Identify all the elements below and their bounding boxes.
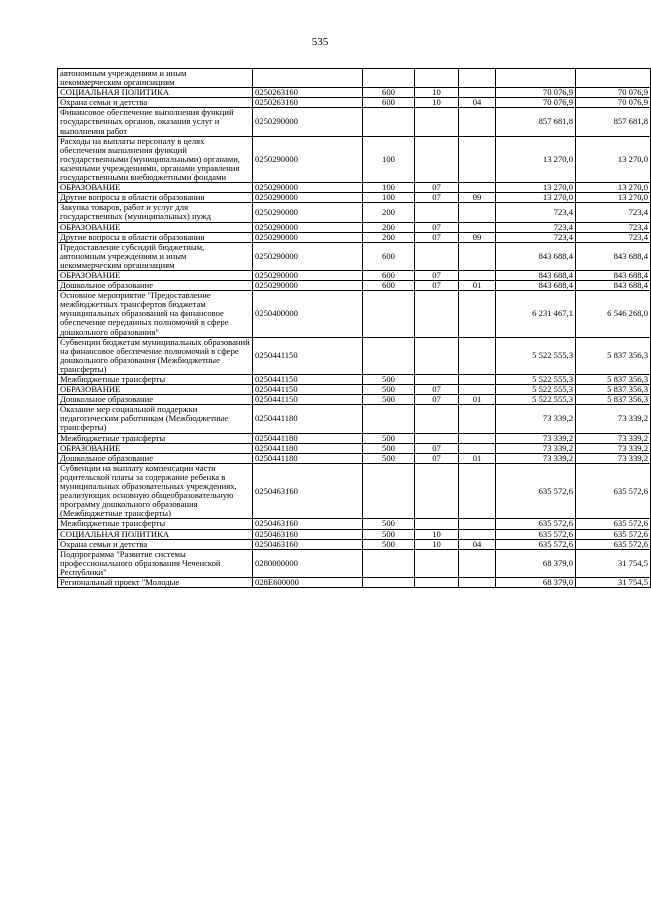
- table-row: [58, 69, 651, 88]
- sum-year2-cell: 5 837 356,3: [576, 375, 651, 385]
- sum-year2-cell: 723,4: [576, 203, 651, 222]
- table-row: [58, 183, 651, 193]
- expense-type-cell: 100: [363, 193, 415, 203]
- subsection-cell: [459, 405, 496, 433]
- sum-year2-cell: 843 688,4: [576, 242, 651, 270]
- subsection-cell: [459, 108, 496, 136]
- sum-year2-cell: 635 572,6: [576, 463, 651, 519]
- table-row: [58, 443, 651, 453]
- name-cell: ОБРАЗОВАНИЕ: [58, 443, 253, 453]
- sum-year1-cell: 843 688,4: [496, 242, 576, 270]
- expense-type-cell: [363, 69, 415, 88]
- expense-type-cell: [363, 549, 415, 577]
- sum-year2-cell: 857 681,8: [576, 108, 651, 136]
- sum-year1-cell: 635 572,6: [496, 529, 576, 539]
- sum-year2-cell: 723,4: [576, 232, 651, 242]
- sum-year1-cell: 5 522 555,3: [496, 375, 576, 385]
- section-cell: [415, 577, 459, 587]
- sum-year1-cell: 723,4: [496, 232, 576, 242]
- table-row: [58, 577, 651, 587]
- sum-year2-cell: 843 688,4: [576, 270, 651, 280]
- section-cell: [415, 136, 459, 182]
- expense-type-cell: 500: [363, 519, 415, 529]
- sum-year1-cell: 635 572,6: [496, 519, 576, 529]
- subsection-cell: [459, 291, 496, 337]
- sum-year2-cell: 13 270,0: [576, 136, 651, 182]
- expense-type-cell: 500: [363, 433, 415, 443]
- subsection-cell: [459, 375, 496, 385]
- code-cell: 0250441180: [253, 405, 363, 433]
- code-cell: 0250463160: [253, 463, 363, 519]
- table-row: [58, 88, 651, 98]
- sum-year1-cell: 5 522 555,3: [496, 385, 576, 395]
- section-cell: [415, 463, 459, 519]
- sum-year1-cell: 13 270,0: [496, 136, 576, 182]
- sum-year2-cell: 73 339,2: [576, 433, 651, 443]
- table-row: [58, 193, 651, 203]
- name-cell: Другие вопросы в области образования: [58, 232, 253, 242]
- expense-type-cell: 600: [363, 281, 415, 291]
- sum-year1-cell: 70 076,9: [496, 98, 576, 108]
- subsection-cell: [459, 69, 496, 88]
- sum-year2-cell: 843 688,4: [576, 281, 651, 291]
- section-cell: 10: [415, 98, 459, 108]
- name-cell: ОБРАЗОВАНИЕ: [58, 270, 253, 280]
- code-cell: 028E600000: [253, 577, 363, 587]
- expense-type-cell: 500: [363, 375, 415, 385]
- sum-year1-cell: 70 076,9: [496, 88, 576, 98]
- sum-year1-cell: 73 339,2: [496, 453, 576, 463]
- name-cell: Дошкольное образование: [58, 395, 253, 405]
- sum-year2-cell: 73 339,2: [576, 443, 651, 453]
- section-cell: 07: [415, 443, 459, 453]
- name-cell: Расходы на выплаты персоналу в целях обеспечения выполнения функций государственными (муниципальными) органами, казенными учреждениями, органами управления государственными внебюджетными фондами: [58, 136, 253, 182]
- subsection-cell: [459, 443, 496, 453]
- subsection-cell: [459, 222, 496, 232]
- section-cell: [415, 242, 459, 270]
- table-row: [58, 108, 651, 136]
- sum-year2-cell: 723,4: [576, 222, 651, 232]
- subsection-cell: 01: [459, 453, 496, 463]
- table-row: [58, 270, 651, 280]
- section-cell: 10: [415, 88, 459, 98]
- sum-year1-cell: 6 231 467,1: [496, 291, 576, 337]
- code-cell: 0250290000: [253, 136, 363, 182]
- code-cell: 0250290000: [253, 242, 363, 270]
- table-row: [58, 281, 651, 291]
- code-cell: 0250441180: [253, 453, 363, 463]
- expense-type-cell: 500: [363, 453, 415, 463]
- subsection-cell: [459, 203, 496, 222]
- name-cell: Межбюджетные трансферты: [58, 433, 253, 443]
- name-cell: Другие вопросы в области образования: [58, 193, 253, 203]
- name-cell: СОЦИАЛЬНАЯ ПОЛИТИКА: [58, 529, 253, 539]
- table-row: [58, 291, 651, 337]
- table-row: [58, 232, 651, 242]
- subsection-cell: [459, 242, 496, 270]
- subsection-cell: [459, 519, 496, 529]
- code-cell: 0250441150: [253, 375, 363, 385]
- name-cell: Охрана семьи и детства: [58, 98, 253, 108]
- table-row: [58, 433, 651, 443]
- expense-type-cell: 100: [363, 183, 415, 193]
- sum-year2-cell: 73 339,2: [576, 405, 651, 433]
- code-cell: 0250290000: [253, 203, 363, 222]
- code-cell: 0250290000: [253, 232, 363, 242]
- subsection-cell: [459, 183, 496, 193]
- sum-year1-cell: 13 270,0: [496, 193, 576, 203]
- name-cell: Дошкольное образование: [58, 453, 253, 463]
- name-cell: ОБРАЗОВАНИЕ: [58, 183, 253, 193]
- section-cell: [415, 433, 459, 443]
- expense-type-cell: 500: [363, 443, 415, 453]
- table-row: [58, 529, 651, 539]
- expense-type-cell: 500: [363, 395, 415, 405]
- expense-type-cell: [363, 108, 415, 136]
- subsection-cell: [459, 337, 496, 374]
- expense-type-cell: 600: [363, 270, 415, 280]
- sum-year1-cell: 843 688,4: [496, 281, 576, 291]
- table-row: [58, 98, 651, 108]
- sum-year1-cell: 13 270,0: [496, 183, 576, 193]
- sum-year1-cell: 73 339,2: [496, 405, 576, 433]
- name-cell: Подпрограмма "Развитие системы профессионального образования Чеченской Республики": [58, 549, 253, 577]
- table-row: [58, 395, 651, 405]
- code-cell: 0250263160: [253, 88, 363, 98]
- code-cell: 0250441150: [253, 395, 363, 405]
- expense-type-cell: [363, 577, 415, 587]
- sum-year2-cell: 31 754,5: [576, 577, 651, 587]
- section-cell: 07: [415, 453, 459, 463]
- subsection-cell: 09: [459, 232, 496, 242]
- table-row: [58, 375, 651, 385]
- sum-year2-cell: 70 076,9: [576, 98, 651, 108]
- expense-type-cell: 500: [363, 385, 415, 395]
- subsection-cell: [459, 549, 496, 577]
- subsection-cell: 04: [459, 539, 496, 549]
- name-cell: Региональный проект "Молодые: [58, 577, 253, 587]
- section-cell: [415, 291, 459, 337]
- sum-year1-cell: 73 339,2: [496, 433, 576, 443]
- section-cell: 07: [415, 232, 459, 242]
- expense-type-cell: 100: [363, 136, 415, 182]
- table-body: [58, 69, 651, 588]
- section-cell: 07: [415, 395, 459, 405]
- subsection-cell: 09: [459, 193, 496, 203]
- name-cell: Закупка товаров, работ и услуг для государственных (муниципальных) нужд: [58, 203, 253, 222]
- sum-year1-cell: 5 522 555,3: [496, 337, 576, 374]
- name-cell: Межбюджетные трансферты: [58, 375, 253, 385]
- sum-year1-cell: 68 379,0: [496, 577, 576, 587]
- section-cell: 10: [415, 529, 459, 539]
- page-number: 535: [311, 36, 329, 48]
- code-cell: 0250441150: [253, 337, 363, 374]
- section-cell: [415, 203, 459, 222]
- budget-table: [57, 68, 651, 588]
- section-cell: 07: [415, 270, 459, 280]
- table-row: [58, 519, 651, 529]
- sum-year1-cell: 723,4: [496, 222, 576, 232]
- sum-year1-cell: 5 522 555,3: [496, 395, 576, 405]
- expense-type-cell: 200: [363, 232, 415, 242]
- table-row: [58, 549, 651, 577]
- section-cell: [415, 69, 459, 88]
- section-cell: 07: [415, 385, 459, 395]
- table-row: [58, 405, 651, 433]
- code-cell: 0250290000: [253, 270, 363, 280]
- section-cell: [415, 375, 459, 385]
- expense-type-cell: [363, 405, 415, 433]
- section-cell: 10: [415, 539, 459, 549]
- sum-year2-cell: 5 837 356,3: [576, 395, 651, 405]
- subsection-cell: [459, 136, 496, 182]
- subsection-cell: 01: [459, 395, 496, 405]
- subsection-cell: [459, 433, 496, 443]
- expense-type-cell: 600: [363, 88, 415, 98]
- section-cell: 07: [415, 193, 459, 203]
- subsection-cell: [459, 463, 496, 519]
- code-cell: 0250400000: [253, 291, 363, 337]
- sum-year2-cell: 13 270,0: [576, 183, 651, 193]
- expense-type-cell: [363, 291, 415, 337]
- name-cell: Предоставление субсидий бюджетным, автономным учреждениям и иным некоммерческим организациям: [58, 242, 253, 270]
- code-cell: 0250463160: [253, 529, 363, 539]
- expense-type-cell: 200: [363, 203, 415, 222]
- subsection-cell: 04: [459, 98, 496, 108]
- sum-year2-cell: [576, 69, 651, 88]
- name-cell: Субвенции на выплату компенсации части родительской платы за содержание ребенка в муниципальных образовательных учреждениях, реализующих основную общеобразовательную программу дошкольного образования (Межбюджетные трансферты): [58, 463, 253, 519]
- sum-year2-cell: 13 270,0: [576, 193, 651, 203]
- name-cell: Субвенции бюджетам муниципальных образований на финансовое обеспечение полномочий в сфере дошкольного образования (Межбюджетные трансферты): [58, 337, 253, 374]
- sum-year1-cell: 843 688,4: [496, 270, 576, 280]
- section-cell: [415, 519, 459, 529]
- section-cell: [415, 337, 459, 374]
- sum-year2-cell: 70 076,9: [576, 88, 651, 98]
- sum-year2-cell: 5 837 356,3: [576, 337, 651, 374]
- expense-type-cell: 600: [363, 242, 415, 270]
- section-cell: 07: [415, 281, 459, 291]
- table-row: [58, 453, 651, 463]
- name-cell: СОЦИАЛЬНАЯ ПОЛИТИКА: [58, 88, 253, 98]
- code-cell: 0250290000: [253, 281, 363, 291]
- sum-year2-cell: 31 754,5: [576, 549, 651, 577]
- sum-year1-cell: 723,4: [496, 203, 576, 222]
- name-cell: ОБРАЗОВАНИЕ: [58, 385, 253, 395]
- code-cell: [253, 69, 363, 88]
- table-row: [58, 463, 651, 519]
- subsection-cell: [459, 270, 496, 280]
- sum-year2-cell: 635 572,6: [576, 539, 651, 549]
- expense-type-cell: 500: [363, 529, 415, 539]
- table-row: [58, 337, 651, 374]
- table-row: [58, 136, 651, 182]
- sum-year2-cell: 5 837 356,3: [576, 385, 651, 395]
- code-cell: 0280000000: [253, 549, 363, 577]
- code-cell: 0250290000: [253, 222, 363, 232]
- sum-year1-cell: 635 572,6: [496, 463, 576, 519]
- table-row: [58, 242, 651, 270]
- subsection-cell: [459, 529, 496, 539]
- sum-year1-cell: 635 572,6: [496, 539, 576, 549]
- code-cell: 0250463160: [253, 519, 363, 529]
- code-cell: 0250463160: [253, 539, 363, 549]
- subsection-cell: [459, 577, 496, 587]
- sum-year2-cell: 6 546 268,0: [576, 291, 651, 337]
- name-cell: Дошкольное образование: [58, 281, 253, 291]
- section-cell: [415, 405, 459, 433]
- sum-year1-cell: 68 379,0: [496, 549, 576, 577]
- expense-type-cell: 200: [363, 222, 415, 232]
- section-cell: [415, 549, 459, 577]
- code-cell: 0250441180: [253, 433, 363, 443]
- sum-year1-cell: 73 339,2: [496, 443, 576, 453]
- name-cell: Межбюджетные трансферты: [58, 519, 253, 529]
- section-cell: 07: [415, 183, 459, 193]
- sum-year2-cell: 635 572,6: [576, 529, 651, 539]
- code-cell: 0250263160: [253, 98, 363, 108]
- code-cell: 0250441150: [253, 385, 363, 395]
- code-cell: 0250441180: [253, 443, 363, 453]
- sum-year2-cell: 635 572,6: [576, 519, 651, 529]
- name-cell: Оказание мер социальной поддержки педагогическим работникам (Межбюджетные трансферты): [58, 405, 253, 433]
- section-cell: [415, 108, 459, 136]
- name-cell: Охрана семьи и детства: [58, 539, 253, 549]
- expense-type-cell: [363, 337, 415, 374]
- name-cell: автономным учреждениям и иным некоммерческим организациям: [58, 69, 253, 88]
- name-cell: Основное мероприятие "Предоставление межбюджетных трансфертов бюджетам муниципальных образований на финансовое обеспечение переданных полномочий в сфере дошкольного образования": [58, 291, 253, 337]
- code-cell: 0250290000: [253, 108, 363, 136]
- section-cell: 07: [415, 222, 459, 232]
- code-cell: 0250290000: [253, 183, 363, 193]
- sum-year1-cell: 857 681,8: [496, 108, 576, 136]
- name-cell: ОБРАЗОВАНИЕ: [58, 222, 253, 232]
- table-row: [58, 385, 651, 395]
- code-cell: 0250290000: [253, 193, 363, 203]
- name-cell: Финансовое обеспечение выполнения функций государственных органов, оказания услуг и выполнения работ: [58, 108, 253, 136]
- expense-type-cell: 600: [363, 98, 415, 108]
- table-row: [58, 222, 651, 232]
- sum-year1-cell: [496, 69, 576, 88]
- table-row: [58, 203, 651, 222]
- subsection-cell: [459, 385, 496, 395]
- subsection-cell: 01: [459, 281, 496, 291]
- subsection-cell: [459, 88, 496, 98]
- table-row: [58, 539, 651, 549]
- expense-type-cell: [363, 463, 415, 519]
- expense-type-cell: 500: [363, 539, 415, 549]
- sum-year2-cell: 73 339,2: [576, 453, 651, 463]
